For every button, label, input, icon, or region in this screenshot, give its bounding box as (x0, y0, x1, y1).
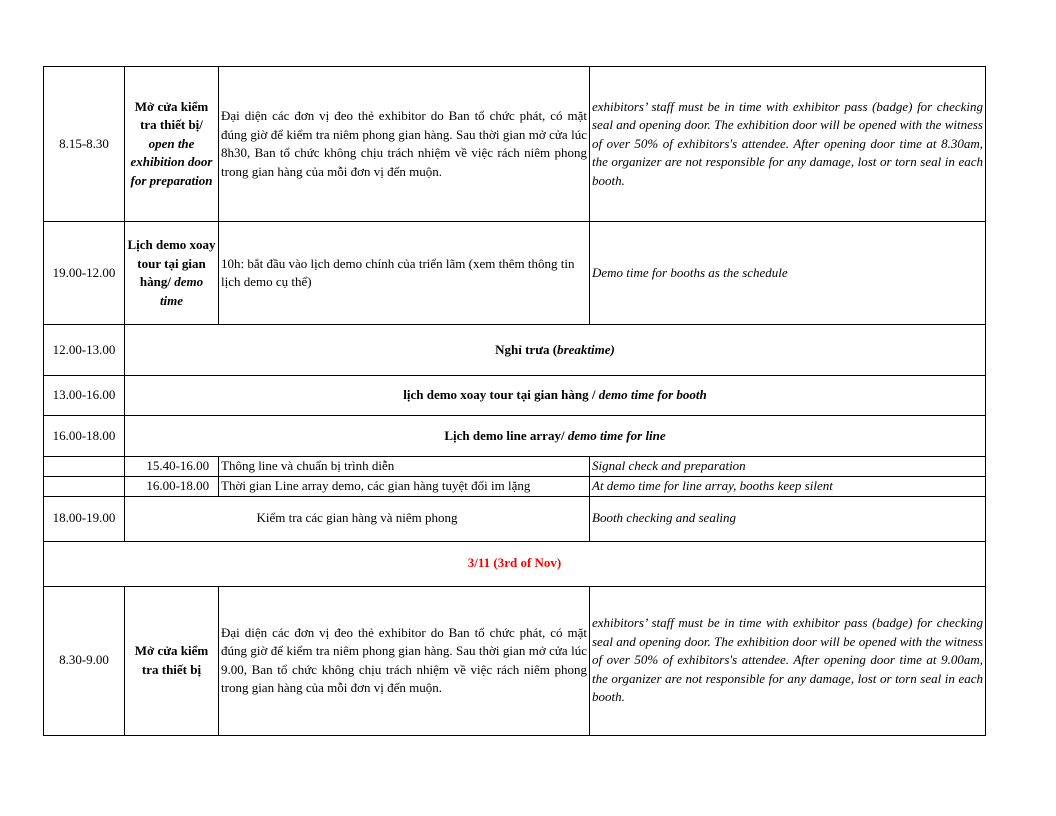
vietnamese-description: Thông line và chuẩn bị trình diễn (219, 457, 590, 477)
time-cell: 12.00-13.00 (44, 325, 125, 376)
table-row (44, 541, 986, 586)
table-row (44, 416, 986, 457)
english-description: exhibitors’ staff must be in time with exhibitor pass (badge) for checking seal and opening door. The exhibition door will be opened with the witness of over 50% of exhibitors's attendee. After opening door time at 9.00am, the organizer are not responsible for any damage, lost or torn seal in each booth. (590, 586, 986, 735)
activity-vn: Lịch demo line array/ (444, 427, 568, 443)
activity-cell (125, 586, 219, 735)
activity-en: demo time for booth (598, 387, 707, 403)
table-row (44, 457, 986, 477)
activity-en: demo time for line (567, 427, 666, 443)
subtime-cell: 15.40-16.00 (138, 457, 219, 477)
table-row (44, 586, 986, 735)
schedule-table (43, 66, 986, 736)
empty-cell (125, 457, 138, 477)
english-description: At demo time for line array, booths keep silent (590, 476, 986, 496)
table-row (44, 67, 986, 222)
merged-activity-cell (125, 416, 986, 457)
english-description: Demo time for booths as the schedule (590, 222, 986, 325)
date-header: 3/11 (3rd of Nov) (44, 541, 986, 586)
activity-en: breaktime) (557, 341, 615, 357)
merged-activity-cell (125, 325, 986, 376)
activity-vn: lịch demo xoay tour tại gian hàng / (403, 387, 599, 403)
time-cell: 18.00-19.00 (44, 496, 125, 541)
table-row (44, 496, 986, 541)
merged-activity-cell (125, 376, 986, 416)
empty-cell (125, 476, 138, 496)
vietnamese-description: Đại diện các đơn vị đeo thẻ exhibitor do Ban tổ chức phát, có mặt đúng giờ để kiểm tra niêm phong gian hàng. Sau thời gian mở cửa lúc 9.00, Ban tổ chức không chịu trách nhiệm về việc rách niêm phong trong gian hàng của mỗi đơn vị đến muộn. (219, 586, 590, 735)
activity-vn: Mở cửa kiểm tra thiết bị (134, 643, 209, 677)
merged-activity-cell: Kiểm tra các gian hàng và niêm phong (125, 496, 590, 541)
activity-en: demo time (159, 274, 204, 308)
time-cell: 19.00-12.00 (44, 222, 125, 325)
vietnamese-description: Đại diện các đơn vị đeo thẻ exhibitor do Ban tổ chức phát, có mặt đúng giờ để kiểm tra niêm phong gian hàng. Sau thời gian mở cửa lúc 8h30, Ban tổ chức không chịu trách nhiệm về việc rách niêm phong trong gian hàng của mỗi đơn vị đến muộn. (219, 67, 590, 222)
table-row (44, 376, 986, 416)
time-cell: 16.00-18.00 (44, 416, 125, 457)
empty-cell (44, 476, 125, 496)
vietnamese-description: Thời gian Line array demo, các gian hàng tuyệt đối im lặng (219, 476, 590, 496)
activity-cell (125, 222, 219, 325)
subtime-cell: 16.00-18.00 (138, 476, 219, 496)
time-cell: 8.15-8.30 (44, 67, 125, 222)
empty-cell (44, 457, 125, 477)
activity-vn: Mở cửa kiểm tra thiết bị/ (134, 98, 209, 133)
time-cell: 13.00-16.00 (44, 376, 125, 416)
table-row (44, 222, 986, 325)
table-row (44, 476, 986, 496)
table-row (44, 325, 986, 376)
activity-cell (125, 67, 219, 222)
activity-en: open the exhibition door for preparation (130, 135, 213, 188)
time-cell: 8.30-9.00 (44, 586, 125, 735)
english-description: Signal check and preparation (590, 457, 986, 477)
english-description: Booth checking and sealing (590, 496, 986, 541)
english-description: exhibitors’ staff must be in time with exhibitor pass (badge) for checking seal and opening door. The exhibition door will be opened with the witness of over 50% of exhibitors's attendee. After opening door time at 8.30am, the organizer are not responsible for any damage, lost or torn seal in each booth. (590, 67, 986, 222)
vietnamese-description: 10h: bắt đầu vào lịch demo chính của triển lãm (xem thêm thông tin lịch demo cụ thể) (219, 222, 590, 325)
activity-vn: Lịch demo xoay tour tại gian hàng/ (127, 237, 216, 289)
activity-vn: Nghỉ trưa ( (495, 341, 558, 357)
